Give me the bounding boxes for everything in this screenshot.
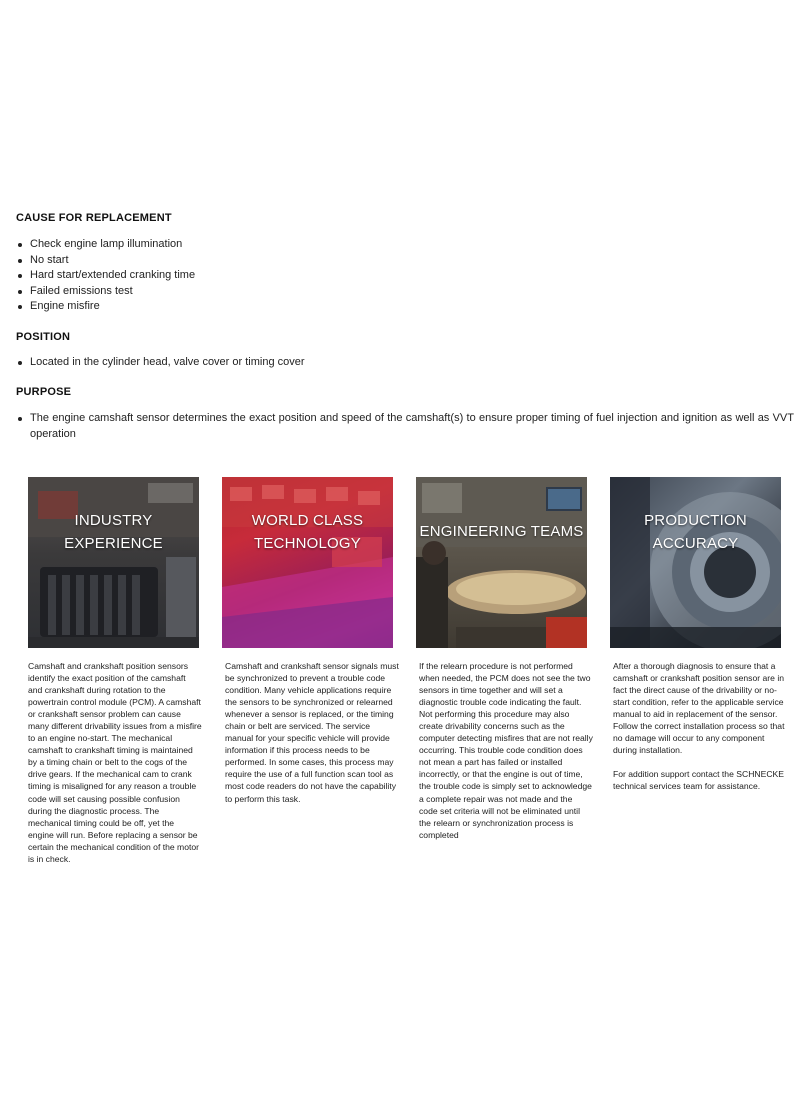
machining-photo-illustration <box>610 477 781 648</box>
list-item: Failed emissions test <box>16 284 195 300</box>
engineering-teams-image <box>416 477 587 648</box>
image-caption: INDUSTRY EXPERIENCE <box>64 512 163 552</box>
image-caption: ENGINEERING TEAMS <box>419 523 584 540</box>
industry-experience-image <box>28 477 199 648</box>
circuit-photo-illustration <box>222 477 393 648</box>
engineering-teams-text <box>419 660 593 853</box>
purpose-list <box>16 411 794 442</box>
position-list <box>16 355 305 371</box>
position-heading: POSITION <box>16 331 71 343</box>
list-item: Located in the cylinder head, valve cover or timing cover <box>16 355 305 371</box>
purpose-heading: PURPOSE <box>16 386 72 398</box>
card-paragraph: For addition support contact the SCHNECKE technical services team for assistance. <box>613 769 785 792</box>
image-caption: WORLD CLASS TECHNOLOGY <box>251 512 364 552</box>
lab-photo-illustration <box>416 477 587 648</box>
list-item: Check engine lamp illumination <box>16 237 195 253</box>
list-item: The engine camshaft sensor determines the exact position and speed of the camshaft(s) to ensure proper timing of fuel injection and ignition as well as VVT operation <box>16 411 794 442</box>
production-accuracy-image <box>610 477 781 648</box>
list-item: Engine misfire <box>16 299 195 315</box>
card-paragraph: Camshaft and crankshaft position sensors identify the exact position of the camshaft and crankshaft during rotation to the powertrain control module (PCM). A camshaft or crankshaft sensor problem can cause many different drivability issues from a misfire to an engine no-start. The mechanical camshaft to crankshaft timing is maintained by a timing chain or belt to the cogs of the drive gears. If the mechanical cam to crank timing is misaligned for any reason a trouble code will set causing possible confusion during the diagnostic process. The mechanical timing could be off, yet the engine will run. Before replacing a sensor be certain the mechanical condition of the motor is in check. <box>28 661 202 864</box>
card-paragraph: Camshaft and crankshaft sensor signals must be synchronized to prevent a trouble code condition. Many vehicle applications require the sensors to be synchronized or relearned whenever a sensor is replaced, or the timing chain or belt are serviced. The service manual for your specific vehicle will provide information if this process needs to be performed. In some cases, this process may require the use of a full function scan tool as most code readers do not have the capability to perform this task. <box>225 661 399 804</box>
engine-photo-illustration <box>28 477 199 648</box>
production-accuracy-text <box>613 660 787 804</box>
cause-for-replacement-heading: CAUSE FOR REPLACEMENT <box>16 212 172 224</box>
industry-experience-text <box>28 660 202 877</box>
world-class-technology-image <box>222 477 393 648</box>
list-item: Hard start/extended cranking time <box>16 268 195 284</box>
world-class-technology-text <box>225 660 399 817</box>
list-item: No start <box>16 253 195 269</box>
cause-list <box>16 237 195 315</box>
image-caption: PRODUCTION ACCURACY <box>644 512 747 552</box>
card-paragraph: If the relearn procedure is not performed when needed, the PCM does not see the two sensors in time together and will set a diagnostic trouble code indicating the fault. Not performing this procedure may also create drivability concerns such as the computer detecting misfires that are not really occurring. This trouble code condition does not mean a part has failed or installed incorrectly, or that the engine is out of time, the trouble code is simply set to acknowledge a complete repair was not made and the code set criteria will not be eliminated until the relearn or synchronization process is completed <box>419 661 593 840</box>
card-paragraph: After a thorough diagnosis to ensure that a camshaft or crankshaft position sensor are in fact the direct cause of the drivability or no-start condition, refer to the applicable service manual to aid in replacement of the sensor. Follow the correct installation process so that no damage will occur to any component during installation. <box>613 661 785 756</box>
